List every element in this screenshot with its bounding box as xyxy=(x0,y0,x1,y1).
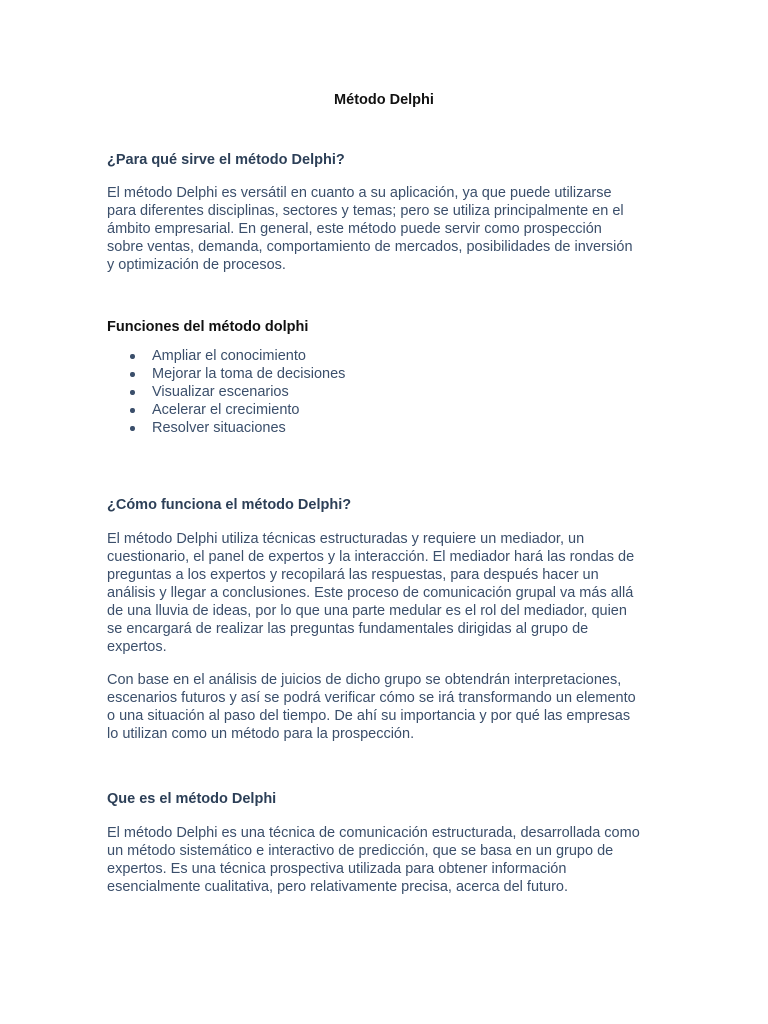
section-heading-que-es: Que es el método Delphi xyxy=(107,791,277,807)
list-item xyxy=(107,365,345,383)
paragraph-line: o una situación al paso del tiempo. De ahí su importancia y por qué las empresas xyxy=(107,708,631,724)
paragraph-como-funciona-2 xyxy=(107,671,667,743)
paragraph-line: expertos. Es una técnica prospectiva utilizada para obtener información xyxy=(107,861,567,877)
section-heading-para-que-sirve: ¿Para qué sirve el método Delphi? xyxy=(107,152,345,168)
funciones-list xyxy=(107,347,345,437)
paragraph-line: análisis y llegar a conclusiones. Este proceso de comunicación grupal va más allá xyxy=(107,585,634,601)
paragraph-line: lo utilizan como un método para la prospección. xyxy=(107,726,415,742)
list-item-text: Visualizar escenarios xyxy=(152,384,289,400)
section-heading-como-funciona: ¿Cómo funciona el método Delphi? xyxy=(107,497,352,513)
paragraph-line: un método sistemático e interactivo de predicción, que se basa en un grupo de xyxy=(107,843,614,859)
bullet-icon xyxy=(130,372,135,377)
list-item xyxy=(107,419,345,437)
paragraph-line: ámbito empresarial. En general, este método puede servir como prospección xyxy=(107,221,602,237)
bullet-icon xyxy=(130,390,135,395)
list-item xyxy=(107,347,345,365)
paragraph-line: de una lluvia de ideas, por lo que una parte medular es el rol del mediador, quien xyxy=(107,603,627,619)
list-item xyxy=(107,401,345,419)
paragraph-line: preguntas a los expertos y recopilará las respuestas, para después hacer un xyxy=(107,567,599,583)
paragraph-line: El método Delphi utiliza técnicas estructuradas y requiere un mediador, un xyxy=(107,531,585,547)
list-item xyxy=(107,383,345,401)
list-item-text: Acelerar el crecimiento xyxy=(152,402,300,418)
paragraph-line: y optimización de procesos. xyxy=(107,257,286,273)
list-item-text: Ampliar el conocimiento xyxy=(152,348,306,364)
bullet-icon xyxy=(130,408,135,413)
paragraph-line: sobre ventas, demanda, comportamiento de mercados, posibilidades de inversión xyxy=(107,239,633,255)
paragraph-para-que-sirve xyxy=(107,184,667,274)
paragraph-como-funciona-1 xyxy=(107,530,667,656)
paragraph-line: El método Delphi es una técnica de comunicación estructurada, desarrollada como xyxy=(107,825,640,841)
paragraph-line: cuestionario, el panel de expertos y la interacción. El mediador hará las rondas de xyxy=(107,549,635,565)
paragraph-line: expertos. xyxy=(107,639,167,655)
bullet-icon xyxy=(130,426,135,431)
paragraph-line: Con base en el análisis de juicios de dicho grupo se obtendrán interpretaciones, xyxy=(107,672,622,688)
bullet-icon xyxy=(130,354,135,359)
list-item-text: Resolver situaciones xyxy=(152,420,286,436)
section-heading-funciones: Funciones del método dolphi xyxy=(107,319,309,335)
paragraph-que-es xyxy=(107,824,667,896)
paragraph-line: escenarios futuros y así se podrá verificar cómo se irá transformando un elemento xyxy=(107,690,636,706)
paragraph-line: esencialmente cualitativa, pero relativamente precisa, acerca del futuro. xyxy=(107,879,569,895)
paragraph-line: se encargará de realizar las preguntas fundamentales dirigidas al grupo de xyxy=(107,621,589,637)
paragraph-line: El método Delphi es versátil en cuanto a su aplicación, ya que puede utilizarse xyxy=(107,185,612,201)
document-title: Método Delphi xyxy=(334,92,434,108)
list-item-text: Mejorar la toma de decisiones xyxy=(152,366,346,382)
paragraph-line: para diferentes disciplinas, sectores y temas; pero se utiliza principalmente en el xyxy=(107,203,624,219)
